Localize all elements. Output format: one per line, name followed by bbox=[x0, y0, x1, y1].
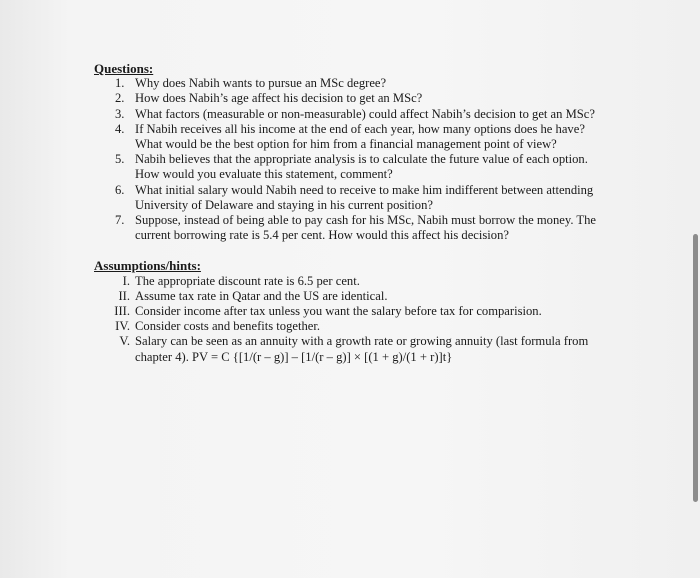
assumption-text: Salary can be seen as an annuity with a growth rate or growing annuity (last formula from chapter 4). PV = C {[1/(r – g)] – [1/(r – g)] × [(1 + g)/(1 + r)]t} bbox=[135, 334, 589, 364]
assumption-item bbox=[94, 289, 604, 304]
questions-list bbox=[94, 76, 604, 243]
question-number: 3. bbox=[115, 106, 125, 121]
questions-heading: Questions: bbox=[94, 61, 154, 76]
scrollbar[interactable] bbox=[690, 0, 700, 578]
question-text: What initial salary would Nabih need to receive to make him indifferent between attending University of Delaware and staying in his current position? bbox=[135, 182, 594, 212]
assumption-item bbox=[94, 304, 604, 319]
assumption-item bbox=[94, 334, 604, 364]
question-number: 2. bbox=[115, 91, 125, 106]
question-text: Nabih believes that the appropriate analysis is to calculate the future value of each option. How would you evaluate this statement, comment? bbox=[135, 152, 588, 182]
question-text: If Nabih receives all his income at the end of each year, how many options does he have? What would be the best option for him from a financial management point of view? bbox=[135, 121, 585, 152]
assumptions-heading: Assumptions/hints: bbox=[94, 258, 201, 274]
question-number: 1. bbox=[115, 76, 125, 91]
scrollbar-thumb[interactable] bbox=[693, 234, 698, 502]
question-number: 4. bbox=[115, 121, 125, 136]
question-text: Why does Nabih wants to pursue an MSc degree? bbox=[135, 76, 387, 91]
question-item bbox=[94, 91, 604, 106]
question-item bbox=[94, 183, 604, 213]
document-content bbox=[94, 61, 604, 365]
question-number: 6. bbox=[115, 182, 125, 197]
assumption-number: I. bbox=[122, 273, 130, 288]
assumption-text: Consider costs and benefits together. bbox=[135, 319, 321, 334]
question-number: 7. bbox=[115, 213, 125, 228]
assumptions-section bbox=[94, 258, 604, 364]
question-item bbox=[94, 213, 604, 243]
question-text: How does Nabih’s age affect his decision to get an MSc? bbox=[135, 91, 423, 106]
assumption-number: IV. bbox=[115, 319, 130, 334]
question-item bbox=[94, 152, 604, 182]
assumption-text: The appropriate discount rate is 6.5 per cent. bbox=[135, 273, 360, 288]
question-text: What factors (measurable or non-measurable) could affect Nabih’s decision to get an MSc? bbox=[135, 106, 595, 121]
question-item bbox=[94, 76, 604, 91]
assumption-item bbox=[94, 274, 604, 289]
assumption-text: Consider income after tax unless you want the salary before tax for comparision. bbox=[135, 304, 542, 319]
question-text: Suppose, instead of being able to pay cash for his MSc, Nabih must borrow the money. The current borrowing rate is 5.4 per cent. How would this affect his decision? bbox=[135, 213, 596, 243]
assumption-text: Assume tax rate in Qatar and the US are identical. bbox=[135, 288, 388, 303]
assumption-number: V. bbox=[119, 334, 130, 349]
question-item bbox=[94, 107, 604, 122]
assumption-number: II. bbox=[118, 288, 130, 303]
assumption-number: III. bbox=[114, 304, 130, 319]
assumptions-list bbox=[94, 274, 604, 365]
assumption-item bbox=[94, 319, 604, 334]
question-number: 5. bbox=[115, 152, 125, 167]
question-item bbox=[94, 122, 604, 152]
